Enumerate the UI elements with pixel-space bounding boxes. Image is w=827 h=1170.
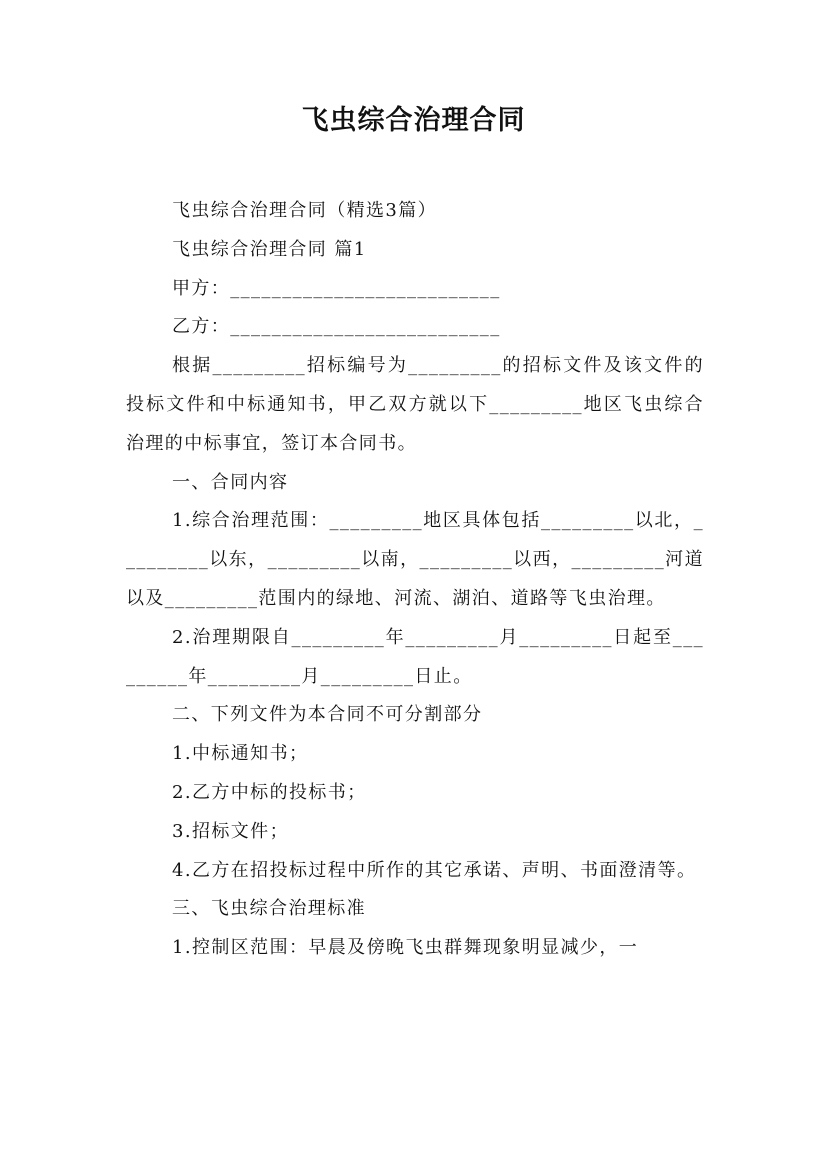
document-item-3: 3.招标文件； <box>172 820 289 842</box>
standard-item-1: 1.控制区范围：早晨及傍晚飞虫群舞现象明显减少，一 <box>172 937 639 959</box>
document-item-2: 2.乙方中标的投标书； <box>172 781 367 803</box>
heading-contract-content: 一、合同内容 <box>172 471 289 493</box>
document-item-4: 4.乙方在招投标过程中所作的其它承诺、声明、书面澄清等。 <box>172 859 697 881</box>
section-heading-paragraph: 飞虫综合治理合同 篇1 <box>172 238 367 260</box>
party-b-paragraph: 乙方：__________________________ <box>172 316 501 338</box>
document-title: 飞虫综合治理合同 <box>301 105 526 136</box>
term-paragraph: 2.治理期限自_________年_________月_________日起至_________年_________月_________日止。 <box>126 626 704 687</box>
preamble-paragraph: 根据_________招标编号为_________的招标文件及该文件的投标文件和中标通知书，甲乙双方就以下_________地区飞虫综合治理的中标事宜，签订本合同书。 <box>126 355 704 454</box>
document-body <box>126 192 704 968</box>
heading-contract-documents: 二、下列文件为本合同不可分割部分 <box>172 704 483 726</box>
scope-paragraph: 1.综合治理范围：_________地区具体包括_________以北，_________以东，_________以南，_________以西，_________河道以及_________范围内的绿地、河流、湖泊、道路等飞虫治理。 <box>126 510 704 609</box>
party-a-paragraph: 甲方：__________________________ <box>172 277 501 299</box>
heading-treatment-standard: 三、飞虫综合治理标准 <box>172 898 366 920</box>
document-item-1: 1.中标通知书； <box>172 743 309 765</box>
subtitle-paragraph: 飞虫综合治理合同（精选3篇） <box>172 200 438 221</box>
